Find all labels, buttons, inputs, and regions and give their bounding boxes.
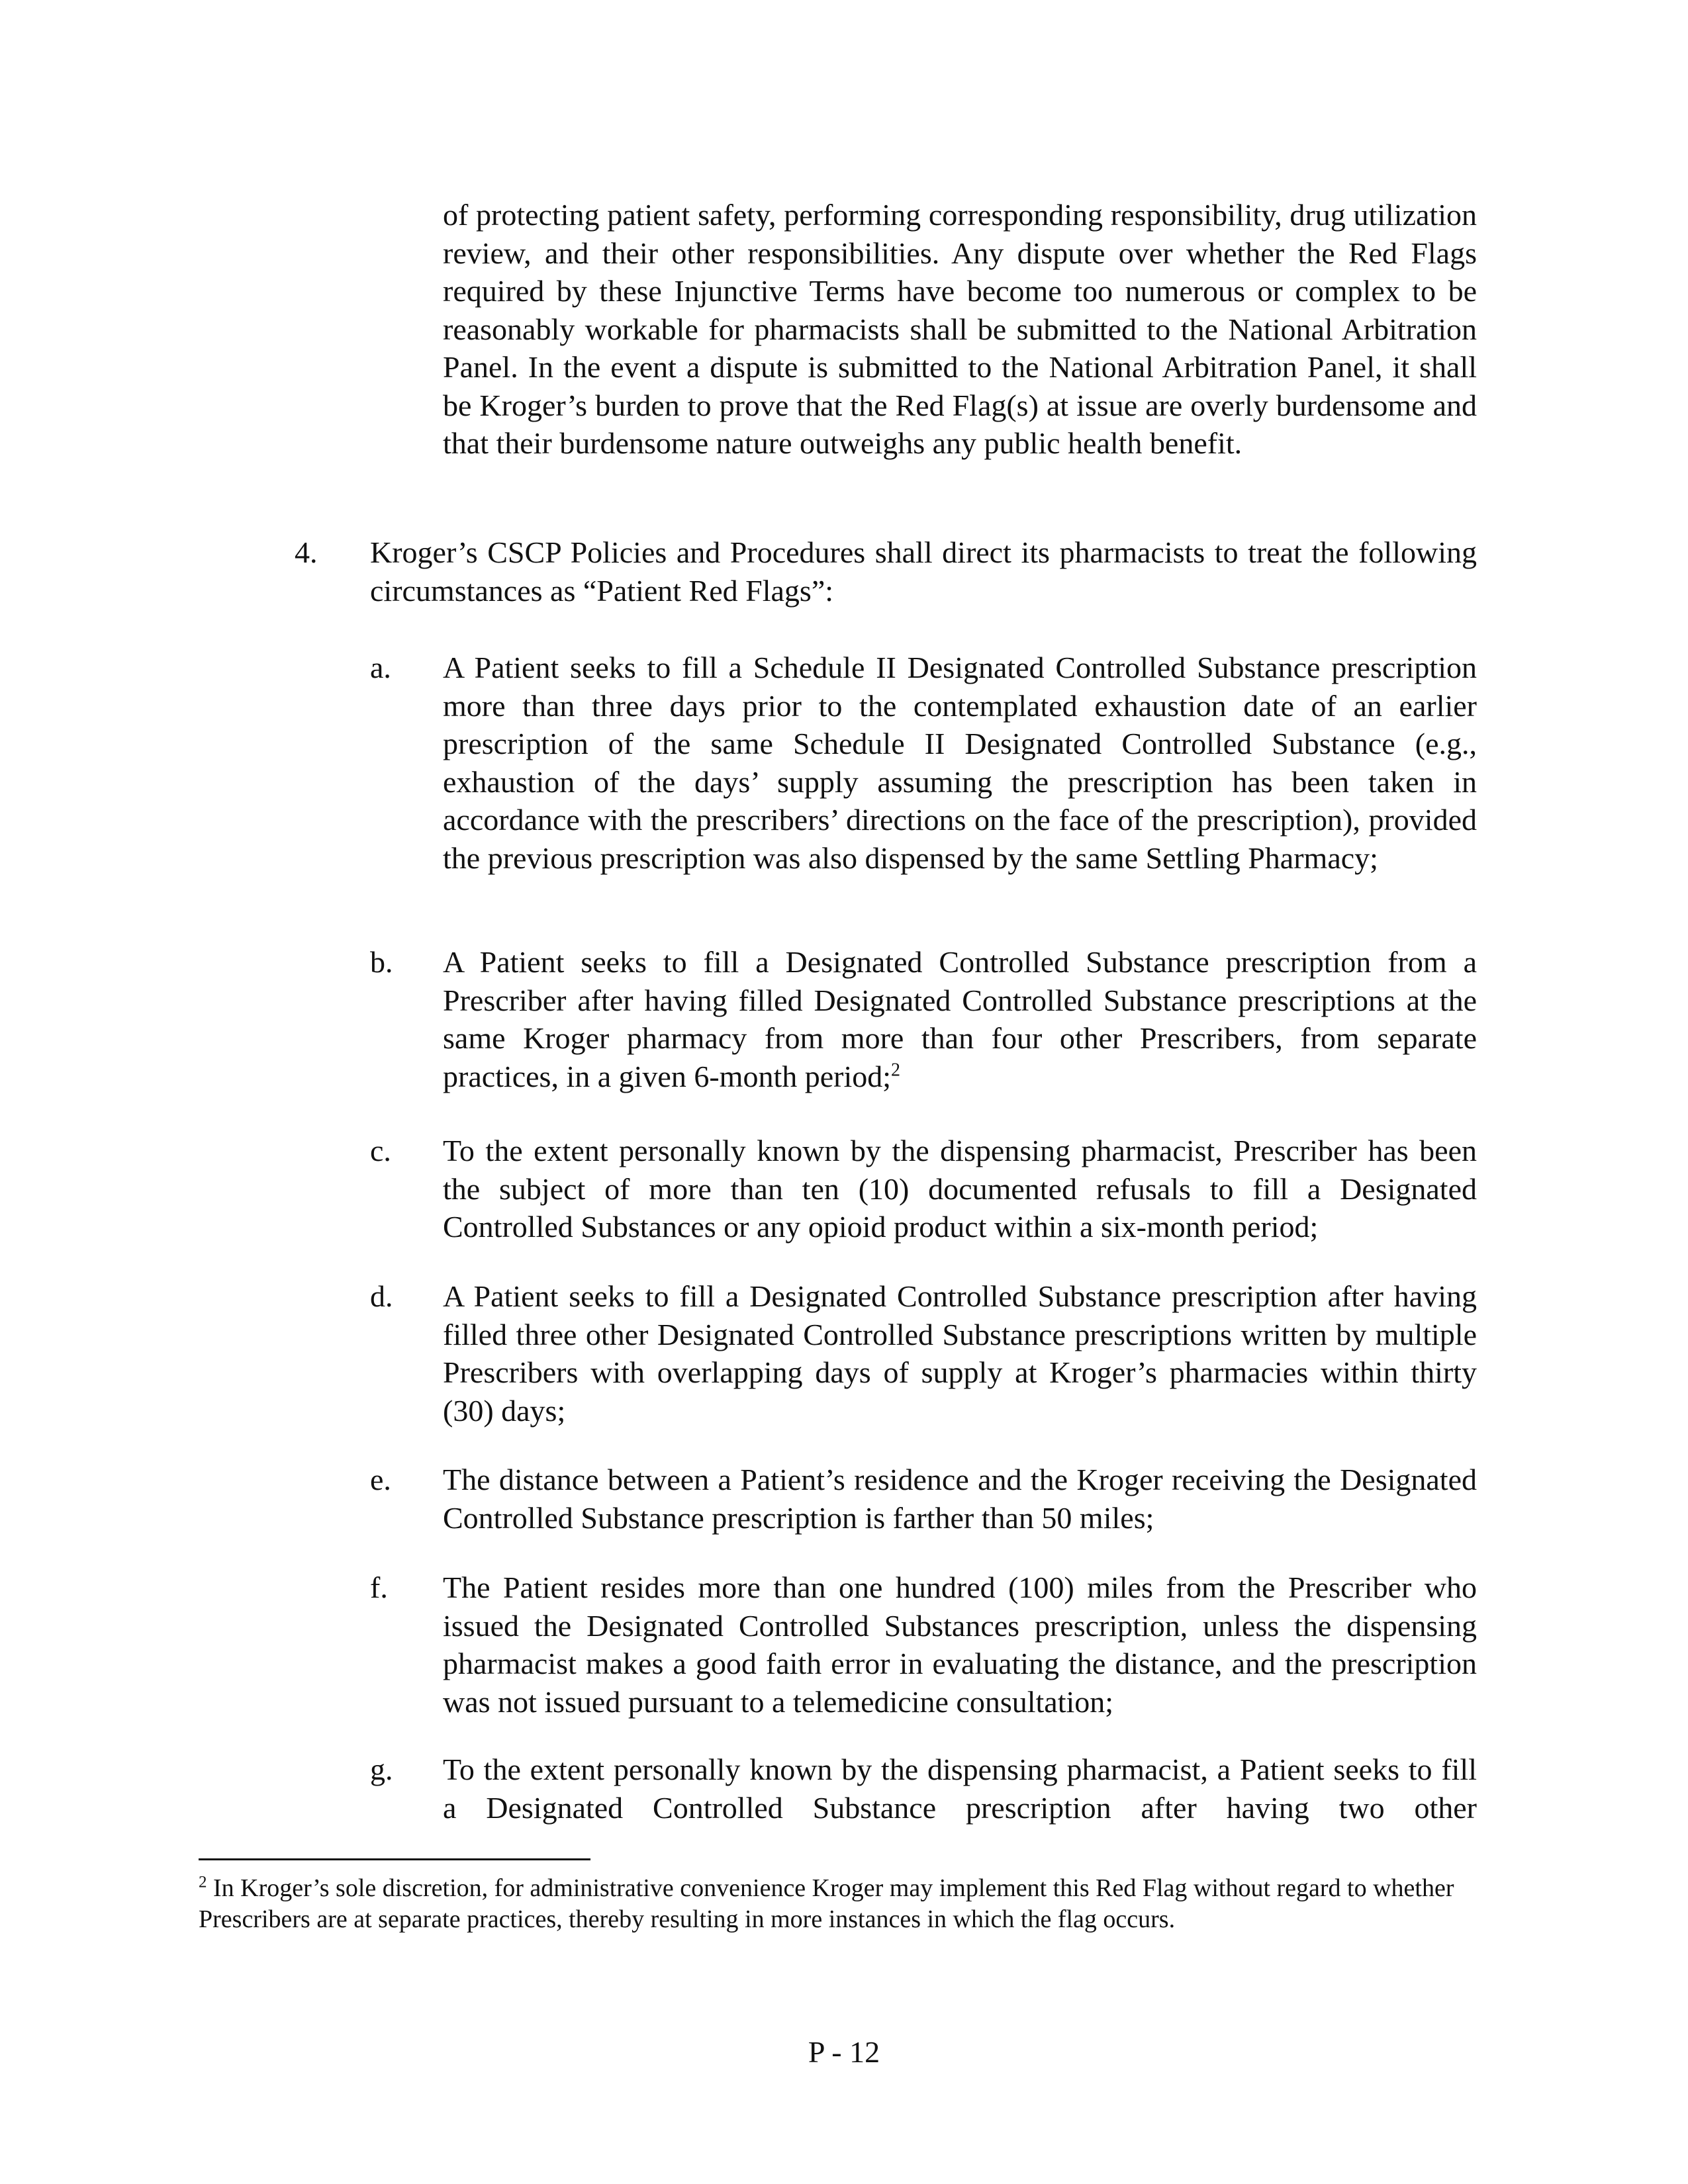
footnote-reference: 2 — [891, 1060, 901, 1081]
page-number: P - 12 — [808, 2035, 880, 2069]
item-4-text: Kroger’s CSCP Policies and Procedures shall direct its pharmacists to treat the following circumstances as “Patient Red Flags”: — [370, 535, 1477, 608]
sub-item-b-body: A Patient seeks to fill a Designated Controlled Substance prescription from a Prescriber after having filled Designated Controlled Substance prescriptions at the same Kroger pharmacy from more than four other Prescribers, from separate practices, in a given 6-month period; — [443, 945, 1477, 1093]
sub-item-d-letter: d. — [370, 1279, 393, 1313]
footnote-number: 2 — [199, 1873, 207, 1891]
sub-item-e-letter: e. — [370, 1463, 391, 1496]
footnote — [199, 1873, 1477, 1935]
continuation-paragraph: of protecting patient safety, performing corresponding responsibility, drug utilization review, and their other responsibilities. Any dispute over whether the Red Flags required by these Injunctive Terms have become too numerous or complex to be reasonably workable for pharmacists shall be submitted to the National Arbitration Panel. In the event a dispute is submitted to the National Arbitration Panel, it shall be Kroger’s burden to prove that the Red Flag(s) at issue are overly burdensome and that their burdensome nature outweighs any public health benefit. — [443, 198, 1477, 460]
sub-item-c-text: To the extent personally known by the dispensing pharmacist, Prescriber has been the subject of more than ten (10) documented refusals to fill a Designated Controlled Substances or any opioid product within a six-month period; — [443, 1134, 1477, 1244]
sub-item-f-text: The Patient resides more than one hundred (100) miles from the Prescriber who issued the Designated Controlled Substances prescription, unless the dispensing pharmacist makes a good faith error in evaluating the distance, and the prescription was not issued pursuant to a telemedicine consultation; — [443, 1570, 1477, 1719]
sub-item-b-text — [443, 943, 1477, 1095]
sub-item-g-text: To the extent personally known by the dispensing pharmacist, a Patient seeks to fill a Designated Controlled Substance prescription after having two other — [443, 1752, 1477, 1825]
sub-item-f-letter: f. — [370, 1570, 388, 1604]
sub-item-a-text: A Patient seeks to fill a Schedule II Designated Controlled Substance prescription more than three days prior to the contemplated exhaustion date of an earlier prescription of the same Schedule II Designated Controlled Substance (e.g., exhaustion of the days’ supply assuming the prescription has been taken in accordance with the prescribers’ directions on the face of the prescription), provided the previous prescription was also dispensed by the same Settling Pharmacy; — [443, 651, 1477, 875]
sub-item-a-letter: a. — [370, 651, 391, 684]
footnote-text: In Kroger’s sole discretion, for administrative convenience Kroger may implement this Red Flag without regard to whether Prescribers are at separate practices, thereby resulting in more instances in which the flag occurs. — [199, 1874, 1454, 1933]
sub-item-b-letter: b. — [370, 945, 393, 979]
sub-item-e-text: The distance between a Patient’s residence and the Kroger receiving the Designated Controlled Substance prescription is farther than 50 miles; — [443, 1463, 1477, 1535]
item-4-number: 4. — [295, 535, 318, 569]
sub-item-d-text: A Patient seeks to fill a Designated Controlled Substance prescription after having filled three other Designated Controlled Substance prescriptions written by multiple Prescribers with overlapping days of supply at Kroger’s pharmacies within thirty (30) days; — [443, 1279, 1477, 1428]
sub-item-g-letter: g. — [370, 1752, 393, 1786]
footnote-separator — [199, 1858, 590, 1860]
sub-item-c-letter: c. — [370, 1134, 391, 1167]
